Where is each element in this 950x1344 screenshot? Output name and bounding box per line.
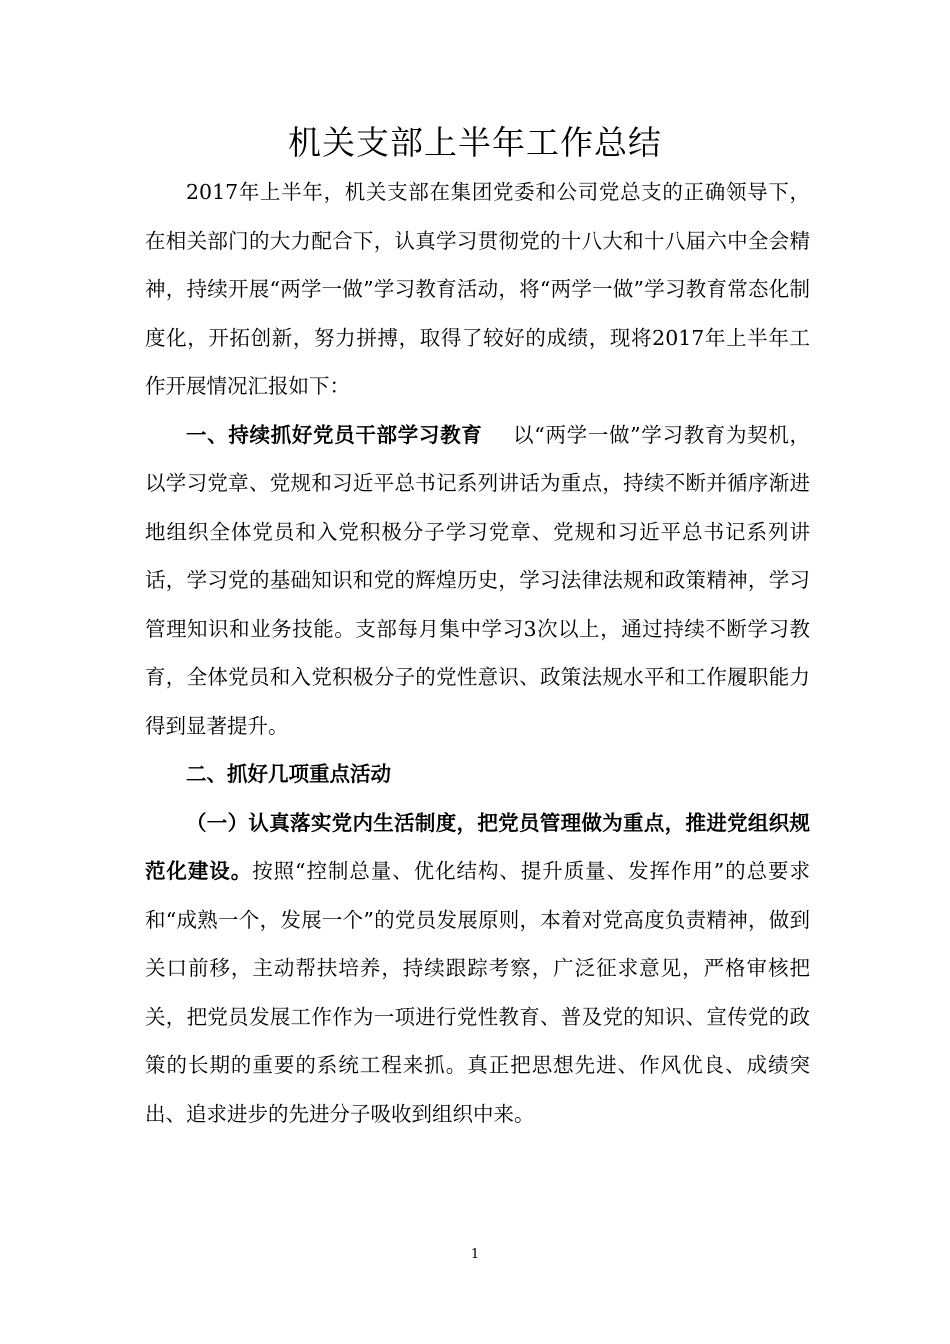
intro-paragraph: 2017年上半年，机关支部在集团党委和公司党总支的正确领导下，在相关部门的大力配合下，认真学习贯彻党的十八大和十八届六中全会精神，持续开展“两学一做”学习教育活动，将“两学一做”学习教育常态化制度化，开拓创新，努力拼搏，取得了较好的成绩，现将2017年上半年工作开展情况汇报如下： xyxy=(145,180,810,398)
section-1-paragraph xyxy=(145,411,810,751)
section-2-heading: 二、抓好几项重点活动 xyxy=(186,762,391,786)
document-body xyxy=(145,168,810,1138)
page-number: 1 xyxy=(470,1247,480,1262)
subsection-1-heading: （一）认真落实党内生活制度，把党员管理做为重点，推进党组织规范化建设。 xyxy=(145,810,810,883)
subsection-1-text: 按照“控制总量、优化结构、提升质量、发挥作用”的总要求和“成熟一个，发展一个”的党员发展原则，本着对党高度负责精神，做到关口前移，主动帮扶培养，持续跟踪考察，广泛征求意见，严格审核把关，把党员发展工作作为一项进行党性教育、普及党的知识、宣传党的政策的长期的重要的系统工程来抓。真正把思想先进、作风优良、成绩突出、追求进步的先进分子吸收到组织中来。 xyxy=(145,859,810,1126)
section-1-heading: 一、持续抓好党员干部学习教育 xyxy=(186,422,483,447)
document-title: 机关支部上半年工作总结 xyxy=(288,123,662,162)
section-1-text: 以“两学一做”学习教育为契机，以学习党章、党规和习近平总书记系列讲话为重点，持续不断并循序渐进地组织全体党员和入党积极分子学习党章、党规和习近平总书记系列讲话，学习党的基础知识和党的辉煌历史，学习法律法规和政策精神，学习管理知识和业务技能。支部每月集中学习3次以上，通过持续不断学习教育，全体党员和入党积极分子的党性意识、政策法规水平和工作履职能力得到显著提升。 xyxy=(145,422,810,738)
subsection-1-paragraph xyxy=(145,799,810,1139)
